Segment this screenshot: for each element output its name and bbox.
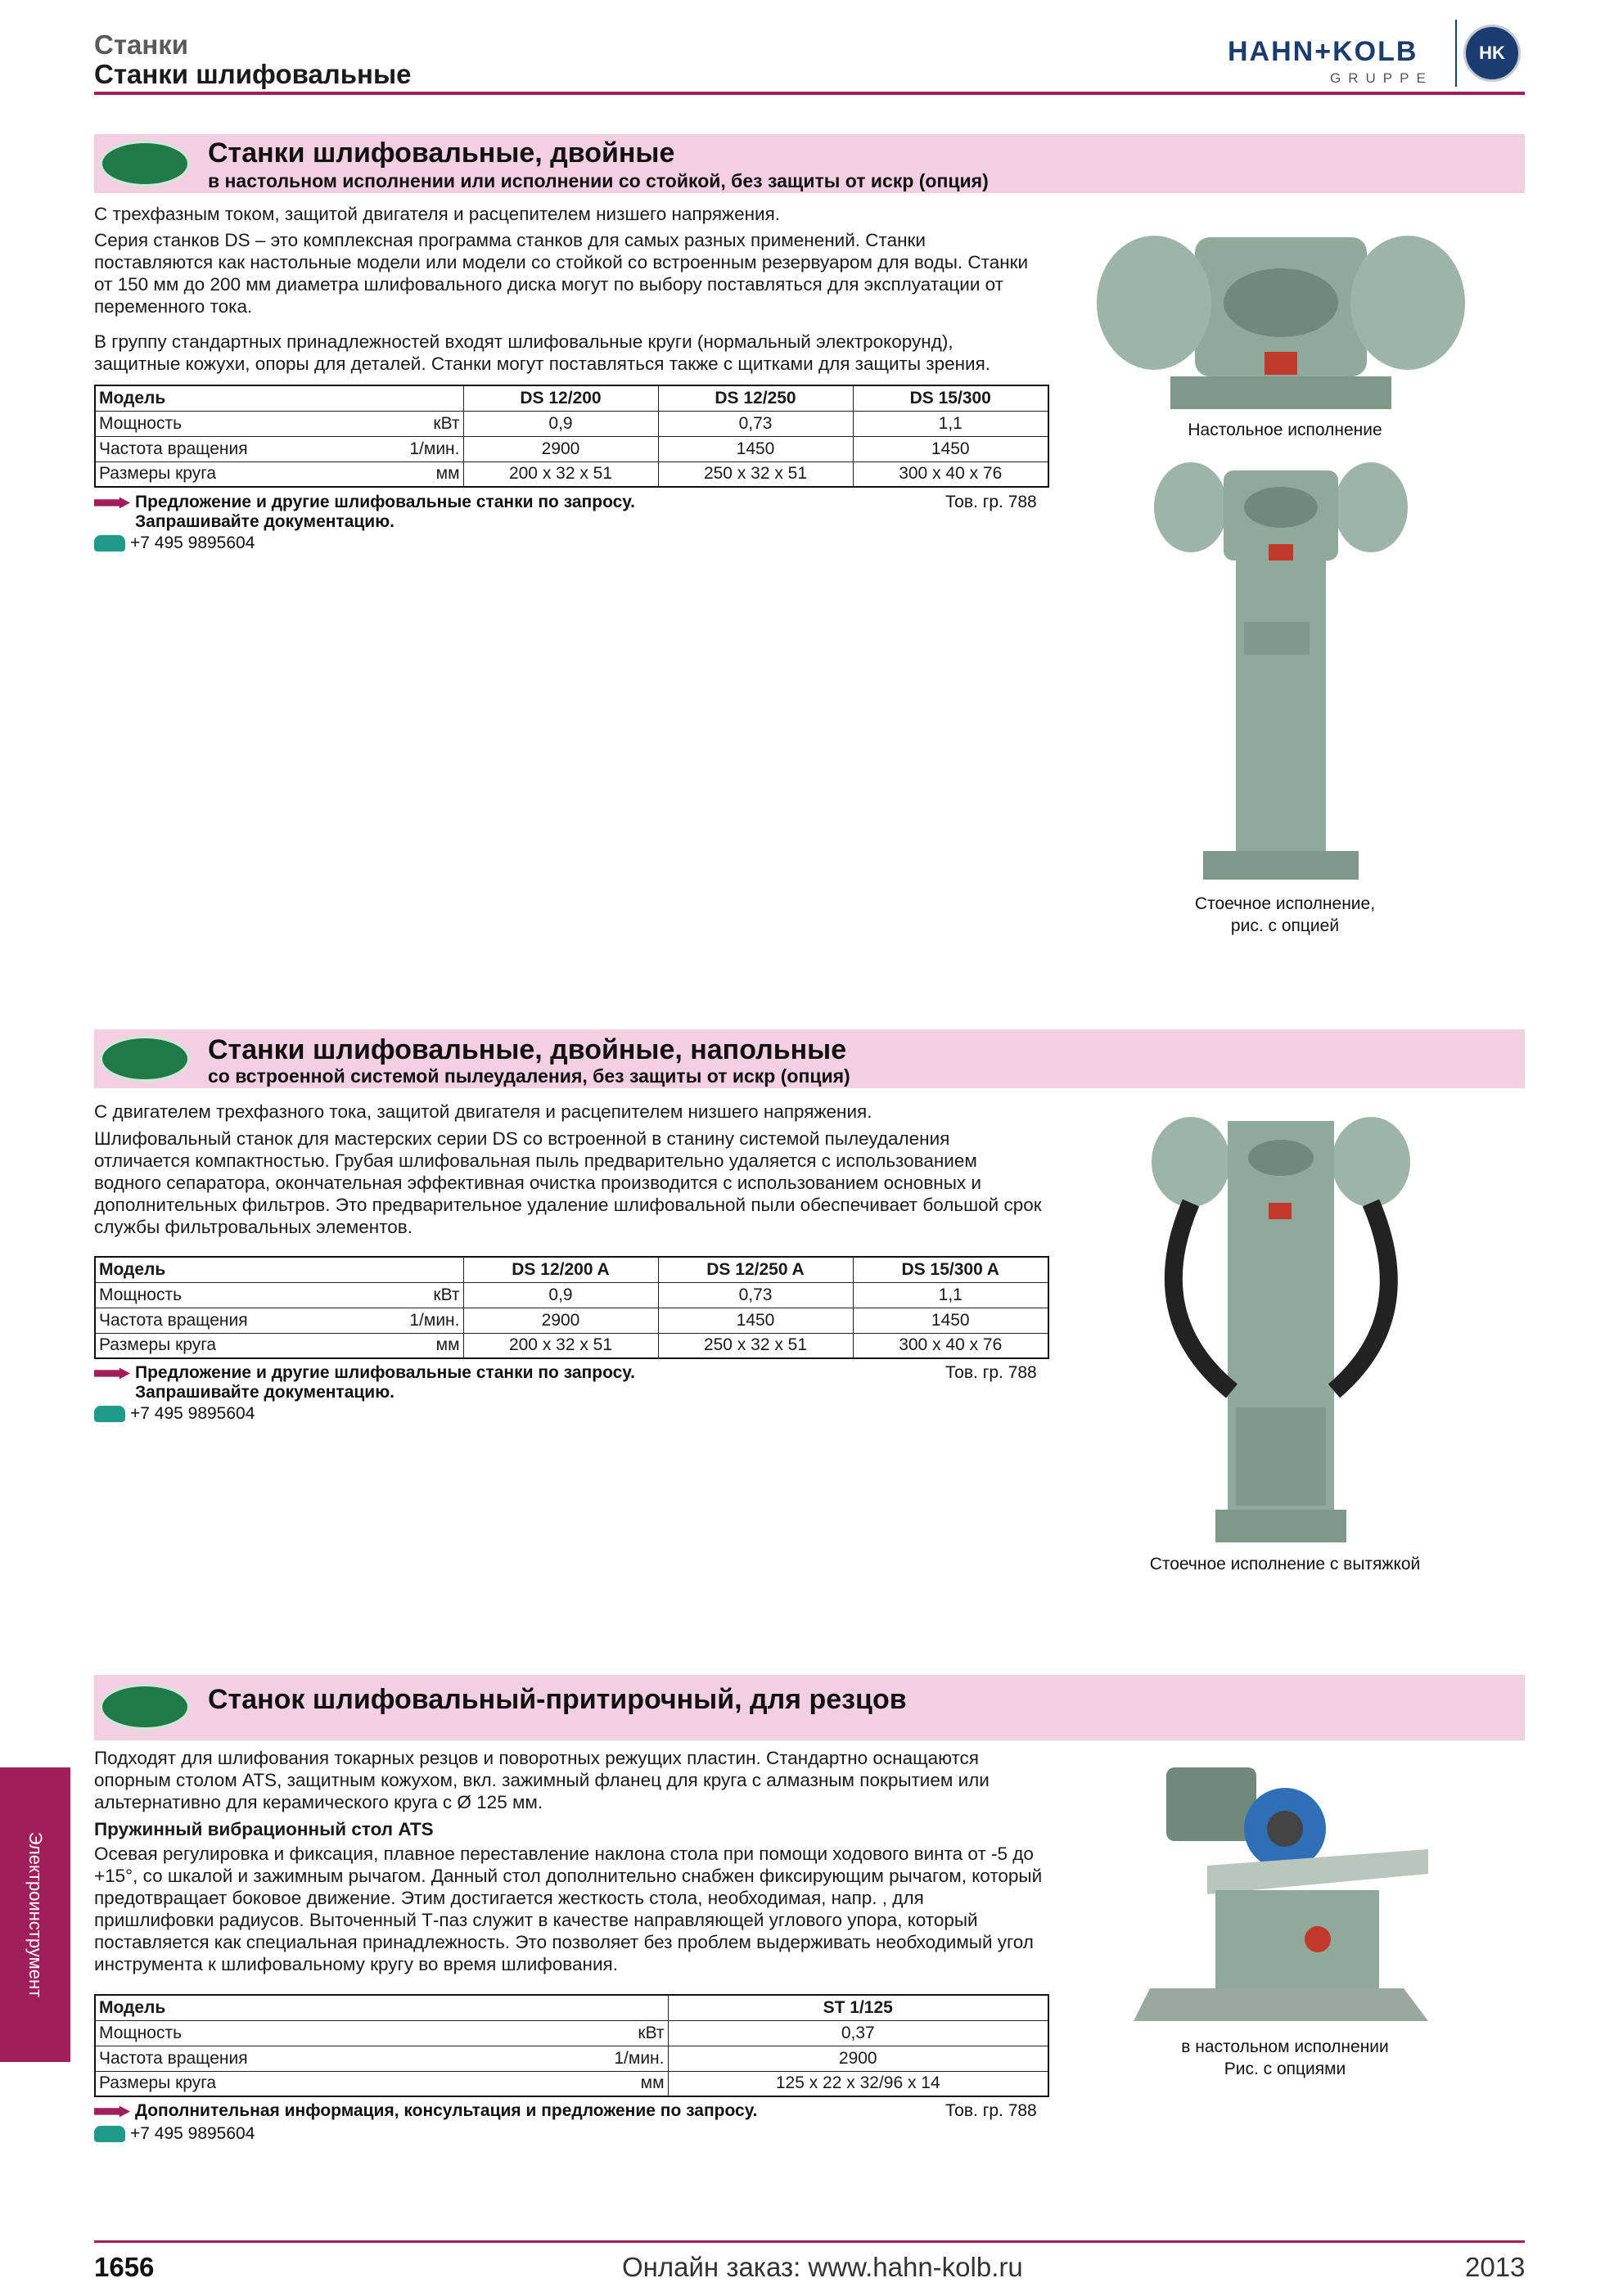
table-cell: 1450 [853,1308,1048,1333]
pedestal-grinder-image [1146,458,1416,884]
table-cell: Мощность [95,1282,390,1308]
table-header-row [95,385,1048,411]
table-cell: 300 x 40 x 76 [853,1333,1048,1358]
table-row [95,1308,1048,1333]
header-subcategory: Станки шлифовальные [94,59,412,89]
table-cell: 1/мин. [594,2046,668,2071]
section-2-spec-table [94,1256,1049,1359]
section-3-para-2: Осевая регулировка и фиксация, плавное переставление наклона стола при помощи ходового винта от -5 до +15°, со шкалой и зажимным рычагом. Данный стол дополнительно снабжен фиксирующим рычагом, который предотвращает боковое движение. Этим достигается жесткость стола, необходимая, напр. , для пришлифовки радиусов. Выточенный Т-паз служит в качестве направляющей углового упора, который поставляется как специальная принадлежность. Это позволяет без проблем выдерживать необходимый угол инструмента к шлифовальному кругу во время шлифования. [94,1844,1043,1974]
section-1-para-2: Серия станков DS – это комплексная программа станков для самых разных применений. Станки поставляются как настольные модели или модели со стойкой со встроенным резервуаром для воды. Станки от 150 мм до 200 мм диаметра шлифовального диска могут по выбору поставляться для эксплуатации от переменного тока. [94,230,1029,317]
footer-year: 2013 [1465,2252,1526,2282]
table-cell: Частота вращения [95,436,390,461]
section-1-phone-number: +7 495 9895604 [130,533,255,552]
table-row [95,436,1048,461]
table-cell: DS 12/250 A [658,1257,853,1282]
table-cell: мм [390,1333,463,1358]
table-cell: 1,1 [853,411,1048,436]
table-cell: 2900 [463,436,658,461]
table-row [95,461,1048,487]
table-cell: 1450 [853,436,1048,461]
section-1-caption-1: Настольное исполнение [1188,421,1382,439]
table-cell: 200 x 32 x 51 [463,461,658,487]
table-cell: 0,37 [668,2020,1048,2046]
section-3-phone [94,2124,255,2144]
table-cell: 1450 [658,1308,853,1333]
table-cell: мм [594,2071,668,2096]
brand-logo-gruppe: GRUPPE [1330,70,1433,86]
table-cell: Частота вращения [95,2046,594,2071]
section-1-subtitle: в настольном исполнении или исполнении со стойкой, без защиты от искр (опция) [208,170,989,191]
section-1-note [94,493,635,532]
table-cell: мм [390,461,463,487]
table-cell: 300 x 40 x 76 [853,461,1048,487]
table-cell: Мощность [95,411,390,436]
phone-icon [94,535,125,551]
table-cell [390,385,463,411]
table-cell: 1,1 [853,1282,1048,1308]
table-cell: 2900 [668,2046,1048,2071]
table-cell: кВт [390,1282,463,1308]
section-3-product-group: Тов. гр. 788 [945,2101,1037,2120]
table-row [95,2020,1048,2046]
table-cell: Частота вращения [95,1308,390,1333]
table-header-row [95,1257,1048,1282]
section-3-caption-2: Рис. с опциями [1224,2060,1346,2078]
section-2-note-line-2: Запрашивайте документацию. [135,1383,394,1402]
section-3-spec-table [94,1994,1049,2097]
side-tab-label: Электроинструмент [25,1831,46,1998]
section-1-para-1: С трехфазным током, защитой двигателя и расцепителем низшего напряжения. [94,204,781,224]
table-row [95,1333,1048,1358]
brand-logo-mark [1463,25,1521,82]
table-cell: кВт [390,411,463,436]
section-2-title: Станки шлифовальные, двойные, напольные [208,1034,847,1065]
table-cell: 250 x 32 x 51 [658,1333,853,1358]
brand-logo-mark-text: HK [1479,43,1505,63]
table-cell: Размеры круга [95,461,390,487]
section-3-caption-1: в настольном исполнении [1181,2037,1389,2056]
table-cell: 250 x 32 x 51 [658,461,853,487]
section-3-note-line-1: Дополнительная информация, консультация и предложение по запросу. [135,2101,758,2120]
section-2-para-2: Шлифовальный станок для мастерских серии DS со встроенной в станину системой пылеудаления отличается компактностью. Грубая шлифовальная пыль предварительно удаляется с использованием водного сепаратора, окончательная эффективная очистка производится с использованием основных и дополнительных фильтров. Это предварительное удаление шлифовальной пыли обеспечивает большой срок службы фильтровальных элементов. [94,1128,1042,1237]
logo-divider [1455,20,1457,87]
section-3-title: Станок шлифовальный-притирочный, для резцов [208,1684,907,1715]
section-2-caption: Стоечное исполнение с вытяжкой [1149,1555,1421,1573]
table-cell: 125 x 22 x 32/96 x 14 [668,2071,1048,2096]
table-cell: 0,9 [463,1282,658,1308]
table-cell: DS 12/200 [463,385,658,411]
section-1-title: Станки шлифовальные, двойные [208,137,675,169]
section-3-subheading: Пружинный вибрационный стол ATS [94,1819,434,1839]
table-cell: DS 15/300 [853,385,1048,411]
header-rule [94,92,1525,95]
phone-icon [94,2126,125,2142]
table-cell: DS 12/250 [658,385,853,411]
table-cell [594,1995,668,2020]
table-cell: Мощность [95,2020,594,2046]
table-cell: Размеры круга [95,1333,390,1358]
table-cell: 1/мин. [390,436,463,461]
table-cell: DS 12/200 A [463,1257,658,1282]
section-3-phone-number: +7 495 9895604 [130,2124,255,2143]
section-1-caption-2: Стоечное исполнение, [1194,894,1376,913]
section-2-phone [94,1404,255,1424]
header-category: Станки [94,29,189,60]
table-cell: 0,9 [463,411,658,436]
section-1-product-group: Тов. гр. 788 [945,493,1037,511]
phone-icon [94,1406,125,1422]
brand-logo-text: HAHN+KOLB [1228,36,1418,67]
section-3-note [94,2101,757,2121]
table-cell [390,1257,463,1282]
section-1-spec-table [94,385,1049,488]
grinder-with-extraction-image [1142,1113,1420,1546]
table-cell: Размеры круга [95,2071,594,2096]
section-1-note-line-1: Предложение и другие шлифовальные станки по запросу. [135,493,635,511]
rotation-badge-icon [100,1036,190,1082]
section-3-para-1: Подходят для шлифования токарных резцов и поворотных режущих пластин. Стандартно оснащаются опорным столом ATS, защитным кожухом, вкл. зажимный фланец для круга с алмазным покрытием или альтернативно для керамического круга с Ø 125 мм. [94,1748,990,1812]
rotation-badge-icon [100,1684,190,1730]
table-cell: Модель [95,1995,594,2020]
table-cell: 200 x 32 x 51 [463,1333,658,1358]
online-order-link[interactable]: Онлайн заказ: www.hahn-kolb.ru [622,2252,1023,2282]
table-header-row [95,1995,1048,2020]
section-1-phone [94,533,255,553]
section-1-para-3: В группу стандартных принадлежностей входят шлифовальные круги (нормальный электрокорунд), защитные кожухи, опоры для деталей. Станки могут поставляться также с щитками для защиты зрения. [94,331,991,374]
arrow-right-icon [94,497,130,508]
section-2-para-1: С двигателем трехфазного тока, защитой двигателя и расцепителем низшего напряжения. [94,1101,872,1122]
table-row [95,2071,1048,2096]
table-cell: кВт [594,2020,668,2046]
arrow-right-icon [94,1367,130,1379]
table-row [95,411,1048,436]
bench-grinder-image [1080,221,1481,417]
page-number: 1656 [94,2252,155,2282]
tool-grinder-image [1134,1751,1445,2029]
section-2-subtitle: со встроенной системой пылеудаления, без защиты от искр (опция) [208,1065,850,1087]
arrow-right-icon [94,2105,130,2117]
footer-rule [94,2240,1525,2243]
section-2-note-line-1: Предложение и другие шлифовальные станки по запросу. [135,1363,635,1382]
section-1-caption-3: рис. с опцией [1230,916,1340,935]
table-cell: DS 15/300 A [853,1257,1048,1282]
table-cell: ST 1/125 [668,1995,1048,2020]
section-2-phone-number: +7 495 9895604 [130,1404,255,1423]
table-cell: 1450 [658,436,853,461]
section-2-product-group: Тов. гр. 788 [945,1363,1037,1382]
table-cell: 0,73 [658,1282,853,1308]
section-2-note [94,1363,635,1402]
table-cell: Модель [95,1257,390,1282]
table-cell: 1/мин. [390,1308,463,1333]
table-cell: Модель [95,385,390,411]
table-cell: 0,73 [658,411,853,436]
section-1-note-line-2: Запрашивайте документацию. [135,512,394,531]
table-row [95,2046,1048,2071]
table-row [95,1282,1048,1308]
table-cell: 2900 [463,1308,658,1333]
rotation-badge-icon [100,141,190,187]
